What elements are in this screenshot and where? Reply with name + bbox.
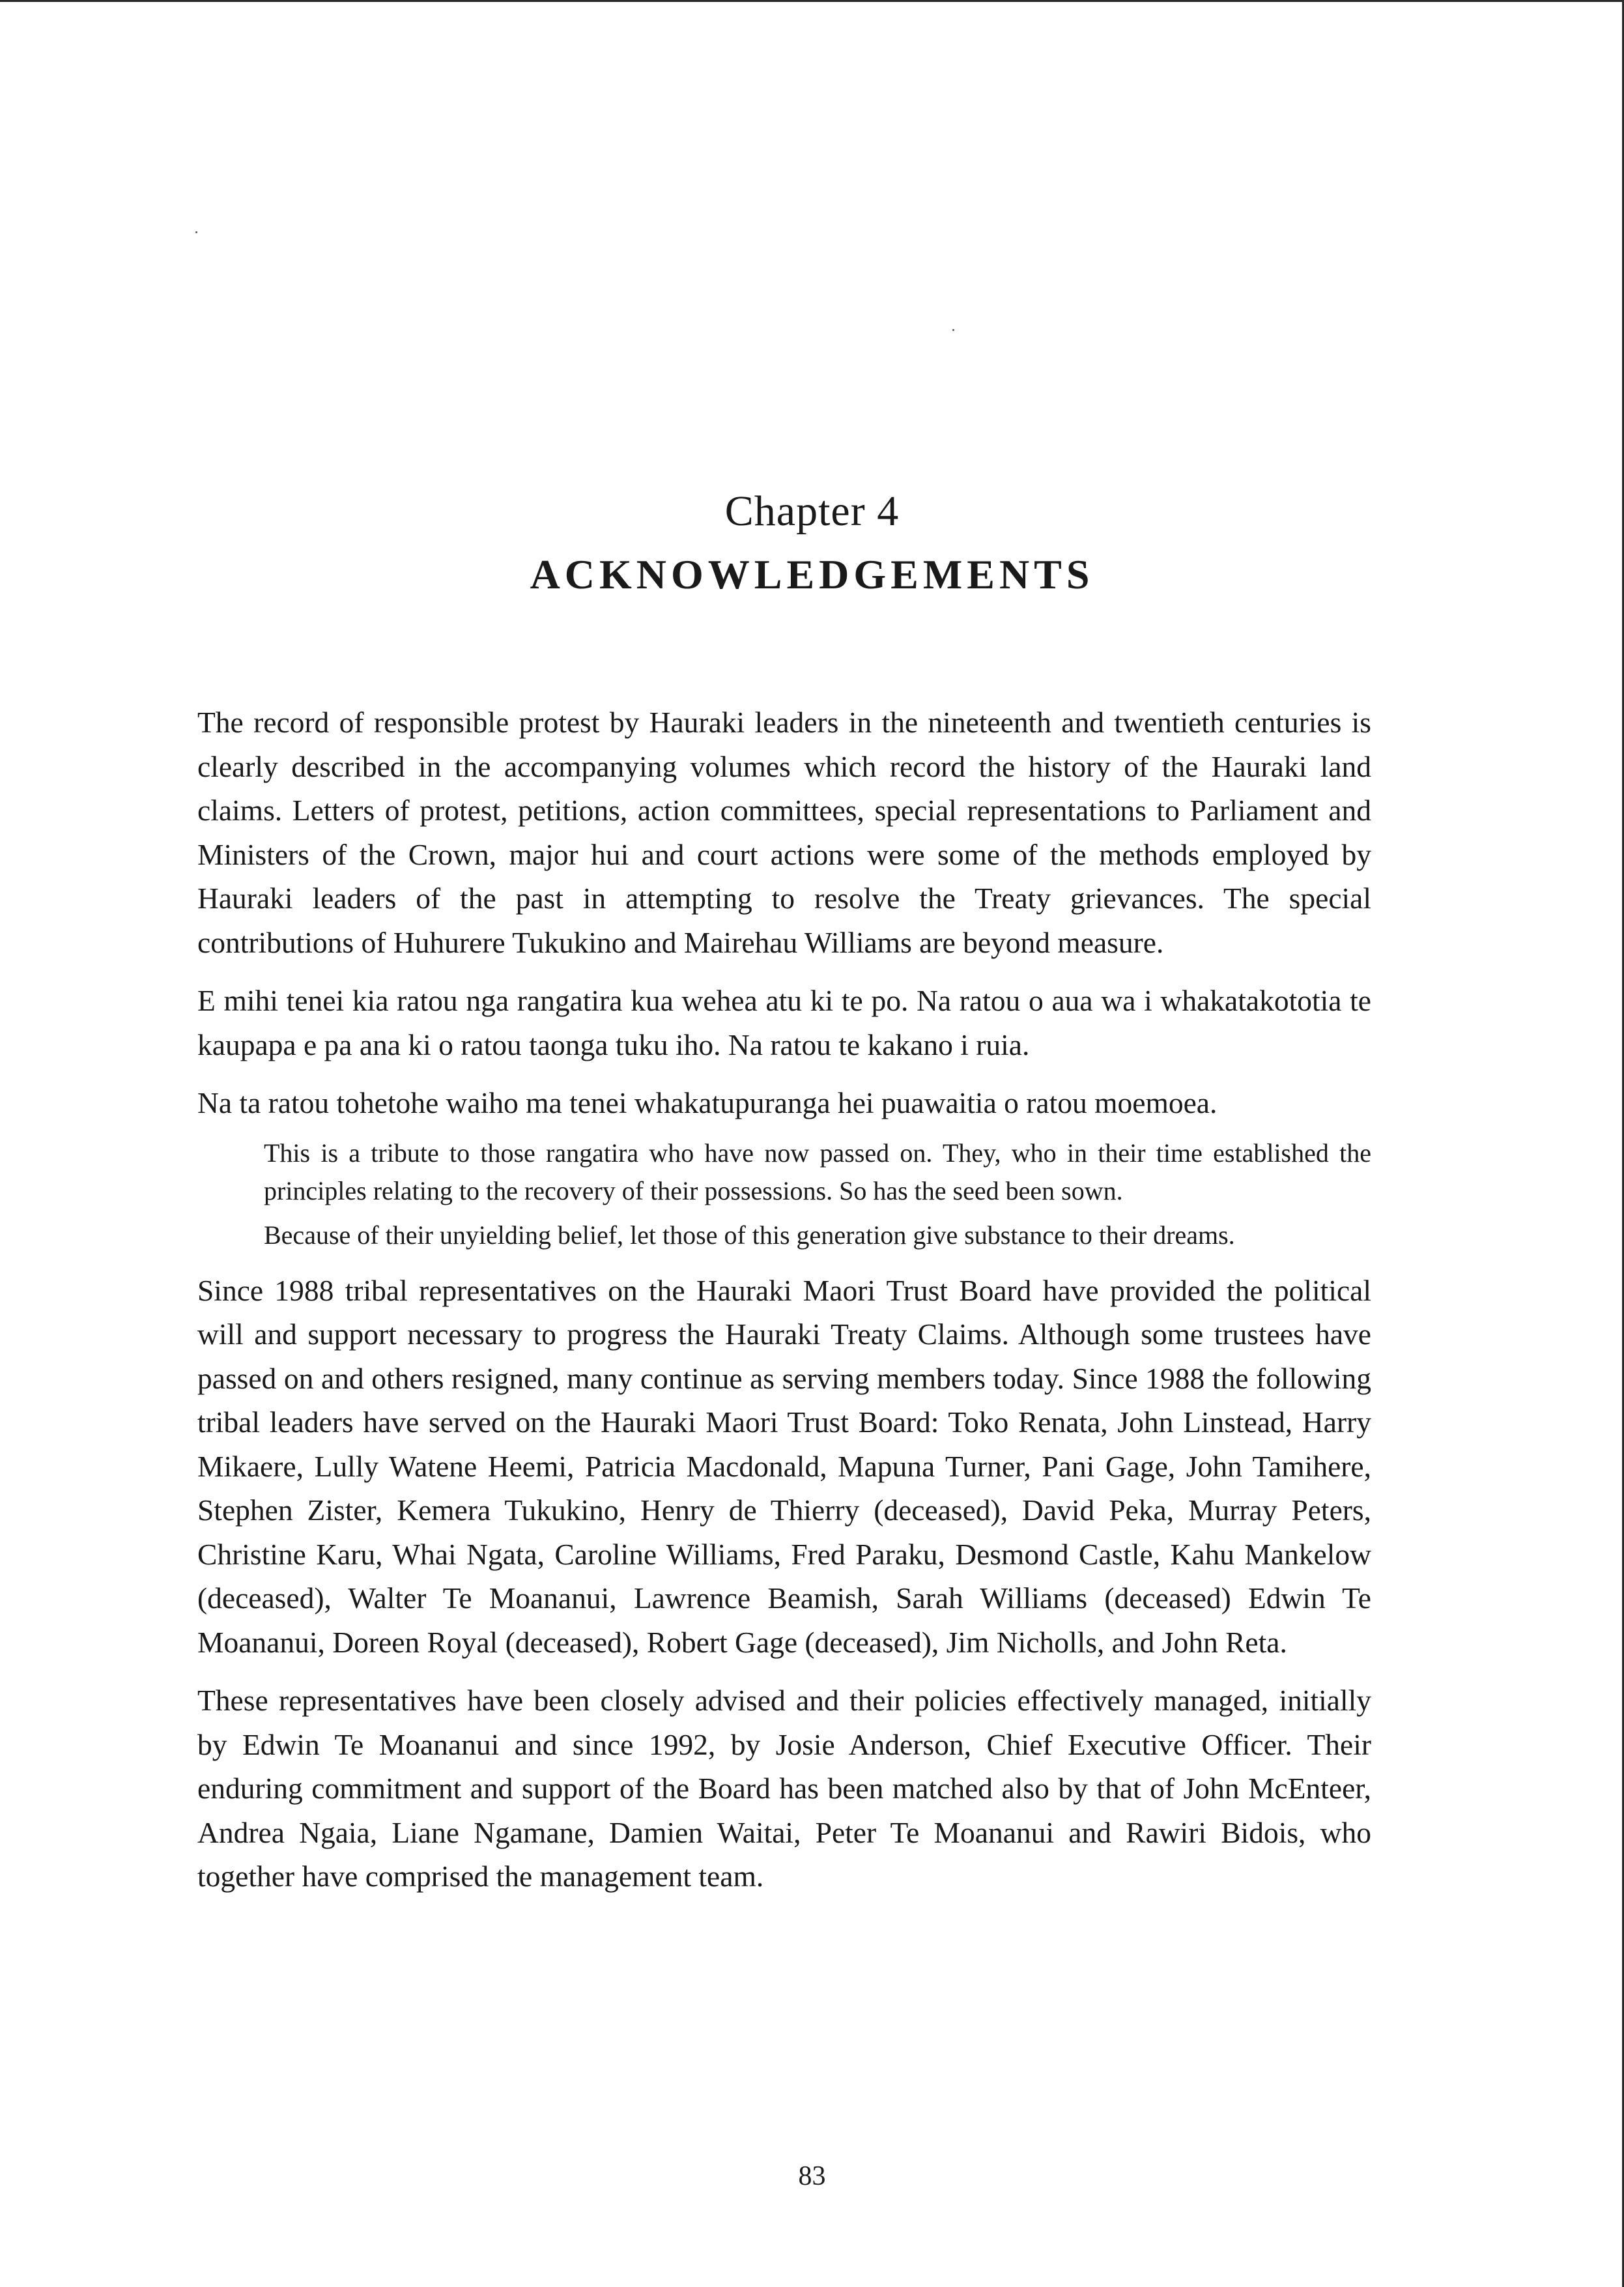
paragraph-maori-tribute: E mihi tenei kia ratou nga rangatira kua wehea atu ki te po. Na ratou o aua wa i whakatakototia te kaupapa e pa ana ki o ratou taonga tuku iho. Na ratou te kakano i ruia. xyxy=(197,984,1371,1061)
translation-dreams: Because of their unyielding belief, let those of this generation give substance to their dreams. xyxy=(264,1220,1235,1250)
scan-speck xyxy=(195,231,197,233)
chapter-label: Chapter 4 xyxy=(724,487,900,535)
paragraph-protest-history: The record of responsible protest by Hauraki leaders in the nineteenth and twentieth centuries is clearly described in the accompanying volumes which record the history of the Hauraki land claims. Letters of protest, petitions, action committees, special representations to Parliament and Ministers of the Crown, major hui and court actions were some of the methods employed by Hauraki leaders of the past in attempting to resolve the Treaty grievances. The special contributions of Huhurere Tukukino and Mairehau Williams are beyond measure. xyxy=(197,706,1371,959)
body-text xyxy=(197,700,1371,1913)
paragraph-management-team: These representatives have been closely advised and their policies effectively managed, initially by Edwin Te Moananui and since 1992, by Josie Anderson, Chief Executive Officer. Their enduring commitment and support of the Board has been matched also by that of John McEnteer, Andrea Ngaia, Liane Ngamane, Damien Waitai, Peter Te Moananui and Rawiri Bidois, who together have comprised the management team. xyxy=(197,1684,1371,1893)
translation-block xyxy=(264,1134,1371,1254)
scan-speck xyxy=(952,329,954,331)
paragraph-maori-dreams: Na ta ratou tohetohe waiho ma tenei whakatupuranga hei puawaitia o ratou moemoea. xyxy=(197,1086,1218,1119)
chapter-title: ACKNOWLEDGEMENTS xyxy=(530,551,1094,597)
page-number: 83 xyxy=(798,2161,826,2191)
translation-tribute: This is a tribute to those rangatira who have now passed on. They, who in their time established the principles relating to the recovery of their possessions. So has the seed been sown. xyxy=(264,1138,1371,1205)
paragraph-trust-board: Since 1988 tribal representatives on the Hauraki Maori Trust Board have provided the political will and support necessary to progress the Hauraki Treaty Claims. Although some trustees have passed on and others resigned, many continue as serving members today. Since 1988 the following tribal leaders have served on the Hauraki Maori Trust Board: Toko Renata, John Linstead, Harry Mikaere, Lully Watene Heemi, Patricia Macdonald, Mapuna Turner, Pani Gage, John Tamihere, Stephen Zister, Kemera Tukukino, Henry de Thierry (deceased), David Peka, Murray Peters, Christine Karu, Whai Ngata, Caroline Williams, Fred Paraku, Desmond Castle, Kahu Mankelow (deceased), Walter Te Moananui, Lawrence Beamish, Sarah Williams (deceased) Edwin Te Moananui, Doreen Royal (deceased), Robert Gage (deceased), Jim Nicholls, and John Reta. xyxy=(197,1273,1371,1659)
scan-border-top xyxy=(0,0,1624,2)
